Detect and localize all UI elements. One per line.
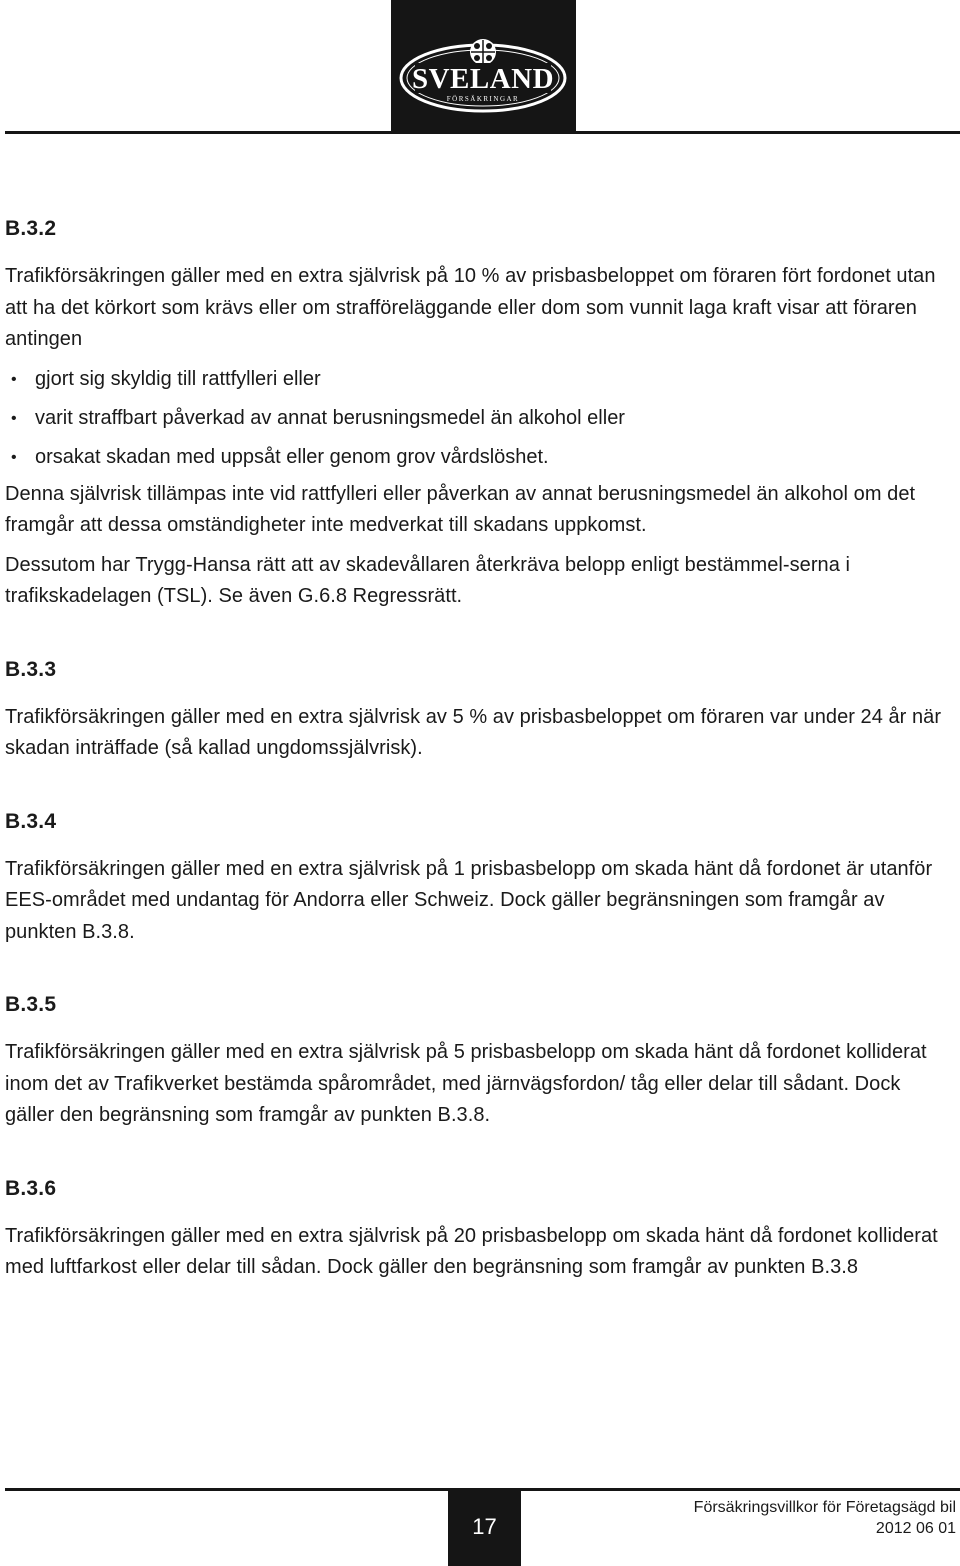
section-paragraph: Trafikförsäkringen gäller med en extra självrisk på 5 prisbasbelopp om skada hänt då fordonet kolliderat inom det av Trafikverket bestämda spårområdet, med järnvägsfordon/ tåg eller delar till sådant. Dock gäller den begränsning som framgår av punkten B.3.8.: [5, 1041, 927, 1126]
section-paragraph: Dessutom har Trygg-Hansa rätt att av skadevållaren återkräva belopp enligt bestämmel-serna i trafikskadelagen (TSL). Se även G.6.8 Regressrätt.: [5, 553, 850, 607]
bullet-icon: •: [11, 370, 17, 388]
bullet-icon: •: [11, 409, 17, 427]
section-intro: Trafikförsäkringen gäller med en extra självrisk på 10 % av prisbasbeloppet om föraren fört fordonet utan att ha det körkort som krävs eller om strafföreläggande eller dom som vunnit laga kraft visar att föraren antingen: [5, 265, 936, 350]
section-paragraph: Denna självrisk tillämpas inte vid rattfylleri eller påverkan av annat berusningsmedel än alkohol om det framgår att dessa omständigheter inte medverkat till skadans uppkomst.: [5, 482, 916, 536]
section-paragraph: Trafikförsäkringen gäller med en extra självrisk på 1 prisbasbelopp om skada hänt då fordonet är utanför EES-området med undantag för Andorra eller Schweiz. Dock gäller begränsningen som framgår av punkten B.3.8.: [5, 857, 933, 943]
section-b-3-4: [5, 807, 955, 949]
list-item: • gjort sig skyldig till rattfylleri eller: [5, 360, 955, 399]
document-body: [5, 214, 955, 1284]
bullet-icon: •: [11, 448, 17, 466]
list-item: • varit straffbart påverkad av annat berusningsmedel än alkohol eller: [5, 399, 955, 438]
document-date: 2012 06 01: [875, 1520, 956, 1537]
list-item: • orsakat skadan med uppsåt eller genom grov vårdslöshet.: [5, 438, 955, 477]
logo-wordmark: SVELAND: [411, 63, 555, 95]
section-b-3-6: [5, 1174, 955, 1284]
header-rule: [5, 131, 960, 134]
section-heading: B.3.6: [5, 1176, 57, 1200]
document-title: Försäkringsvillkor för Företagsägd bil: [693, 1499, 956, 1516]
section-heading: B.3.2: [5, 217, 57, 240]
section-heading: B.3.4: [5, 809, 57, 833]
footer-info: [694, 1497, 956, 1539]
section-b-3-2: [5, 214, 955, 613]
section-heading: B.3.5: [5, 993, 57, 1016]
section-paragraph: Trafikförsäkringen gäller med en extra självrisk på 20 prisbasbelopp om skada hänt då fordonet kolliderat med luftfarkost eller delar till sådan. Dock gäller den begränsning som framgår av punkten B.3.8: [5, 1224, 938, 1278]
section-heading: B.3.3: [5, 657, 57, 681]
section-b-3-3: [5, 655, 955, 765]
crest-icon: [470, 39, 496, 65]
condition-list: [5, 360, 955, 477]
page-number: 17: [448, 1488, 521, 1566]
section-paragraph: Trafikförsäkringen gäller med en extra självrisk av 5 % av prisbasbeloppet om föraren var under 24 år när skadan inträffade (så kallad ungdomssjälvrisk).: [5, 705, 942, 759]
logo-subtitle: FÖRSÄKRINGAR: [446, 95, 520, 103]
sveland-logo: [391, 0, 576, 131]
logo-block: [391, 0, 576, 131]
section-b-3-5: [5, 990, 955, 1132]
